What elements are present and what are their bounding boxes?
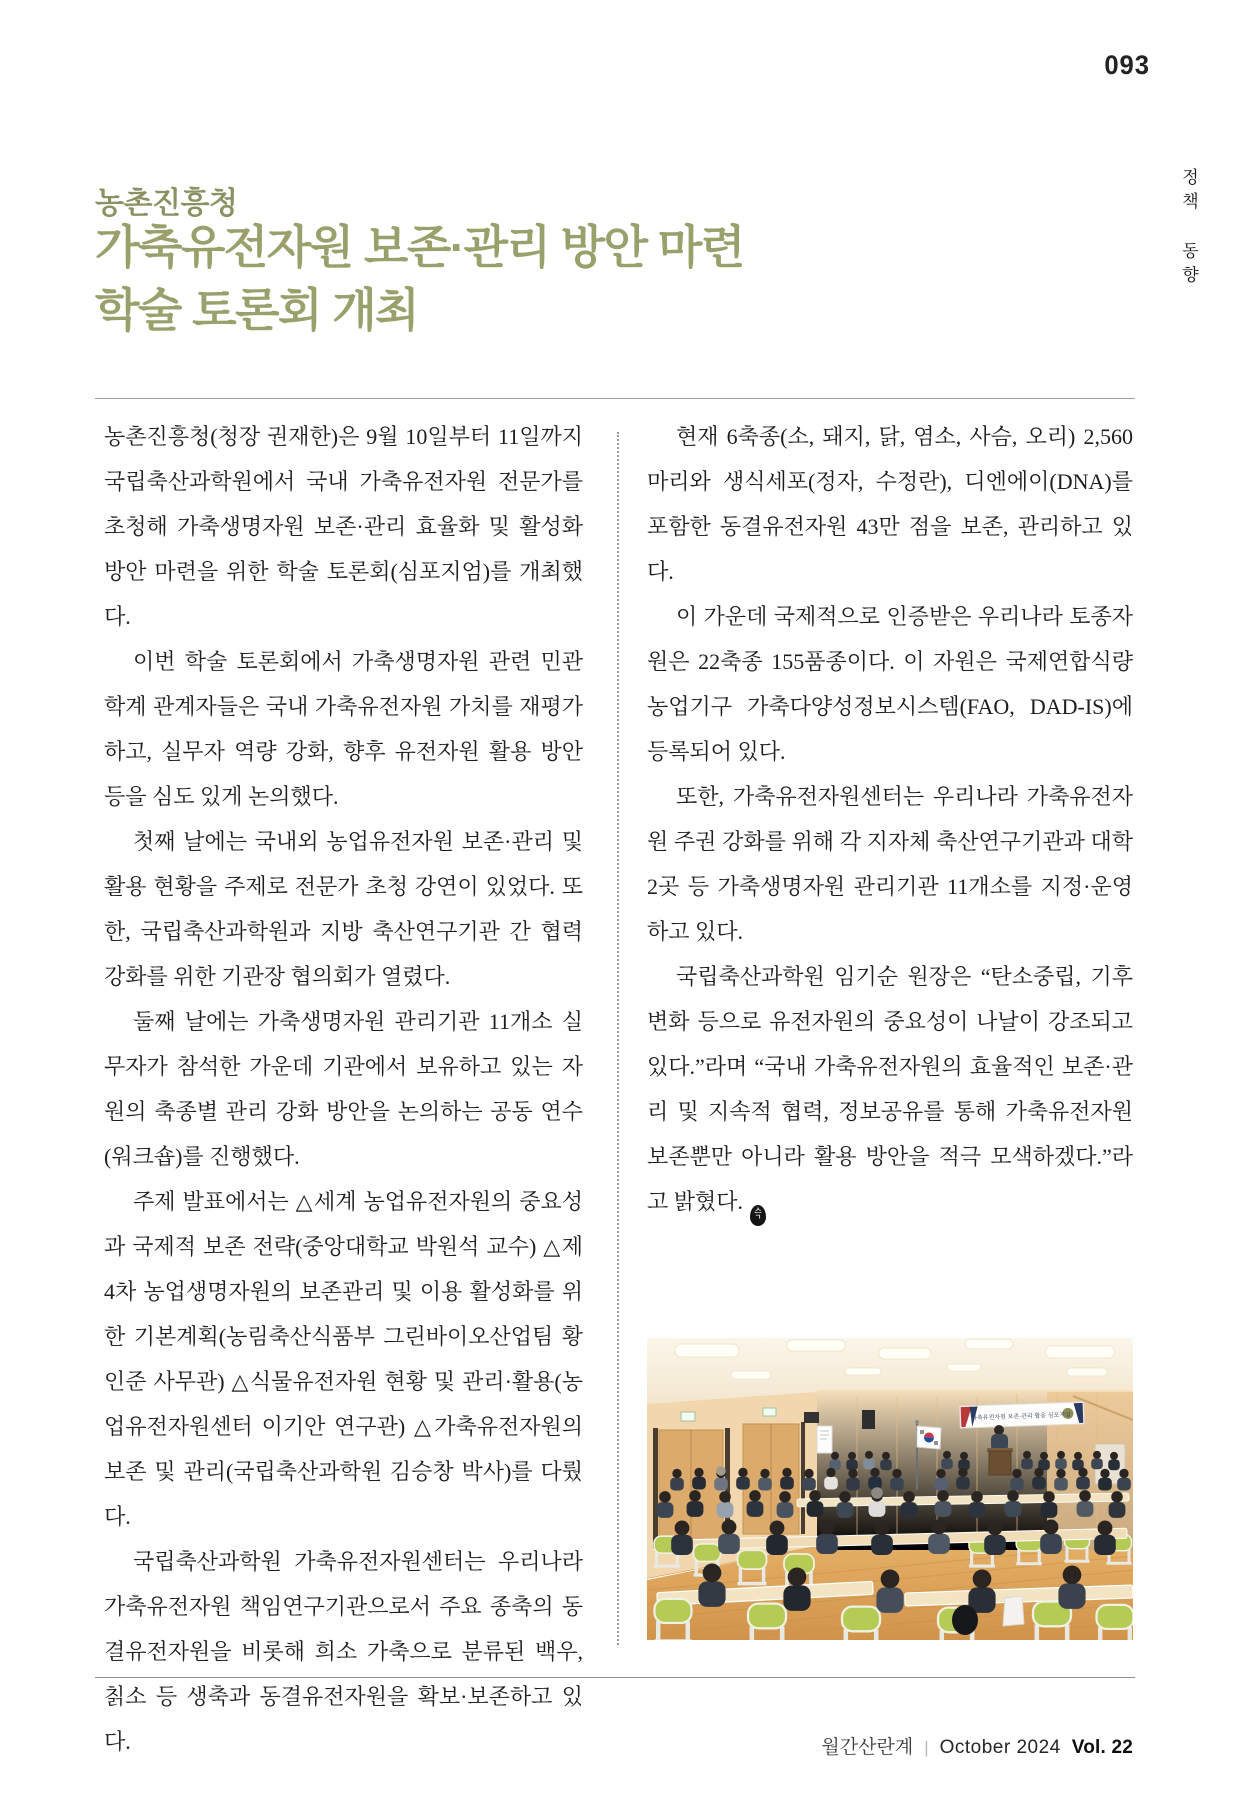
footer-divider-rule: [95, 1677, 1135, 1678]
body-column-left: [104, 414, 583, 1764]
poster-stand: [817, 1426, 832, 1453]
egg-end-mark-glyph-bottom: ㄱ: [754, 1214, 762, 1221]
header-divider-rule: [95, 398, 1135, 399]
article-title-line-1: 가축유전자원 보존·관리 방안 마련: [95, 221, 744, 273]
speaker-box: [862, 1410, 875, 1429]
body-paragraph: 현재 6축종(소, 돼지, 닭, 염소, 사슴, 오리) 2,560마리와 생식세포(정자, 수정란), 디엔에이(DNA)를 포함한 동결유전자원 43만 점을 보존, 관리하고 있다.: [647, 424, 1133, 584]
footer: [95, 1732, 1133, 1759]
egg-end-mark-icon: [750, 1205, 766, 1226]
body-paragraph: 농촌진흥청(청장 권재한)은 9월 10일부터 11일까지 국립축산과학원에서 국내 가축유전자원 전문가를 초청해 가축생명자원 보존·관리 효율화 및 활성화 방안 마련을 위한 학술 토론회(심포지엄)를 개최했다.: [104, 424, 583, 629]
body-paragraph-text: 국립축산과학원 임기순 원장은 “탄소중립, 기후변화 등으로 유전자원의 중요성이 나날이 강조되고 있다.”라며 “국내 가축유전자원의 효율적인 보존·관리 및 지속적 협력, 정보공유를 통해 가축유전자원 보존뿐만 아니라 활용 방안을 적극 모색하겠다.”라고 밝혔다.: [647, 964, 1133, 1214]
article-title: [95, 216, 744, 342]
body-paragraph: 국립축산과학원 가축유전자원센터는 우리나라 가축유전자원 책임연구기관으로서 주요 종축의 동결유전자원을 비롯해 희소 가축으로 분류된 백우, 칡소 등 생축과 동결유전자원을 확보·보존하고 있다.: [104, 1549, 583, 1754]
body-paragraph: 이번 학술 토론회에서 가축생명자원 관련 민관 학계 관계자들은 국내 가축유전자원 가치를 재평가하고, 실무자 역량 강화, 향후 유전자원 활용 방안 등을 심도 있게 논의했다.: [104, 649, 583, 809]
symposium-banner: [960, 1402, 1085, 1428]
egg-end-mark-glyph-top: 스: [754, 1208, 762, 1215]
article-agency-eyebrow: 농촌진흥청: [95, 187, 238, 220]
body-paragraph: 또한, 가축유전자원센터는 우리나라 가축유전자원 주권 강화를 위해 각 지자체 축산연구기관과 대학 2곳 등 가축생명자원 관리기관 11개소를 지정·운영하고 있다.: [647, 784, 1133, 944]
footer-issue: October 2024: [939, 1737, 1061, 1758]
page-number: 093: [1104, 50, 1150, 80]
speaker-box: [804, 1412, 819, 1423]
body-paragraph: [647, 954, 1133, 1226]
conference-photo: [647, 1338, 1133, 1640]
body-paragraph: 주제 발표에서는 △세계 농업유전자원의 중요성과 국제적 보존 전략(중앙대학교 박원석 교수) △제4차 농업생명자원의 보존관리 및 이용 활성화를 위한 기본계획(농림축산식품부 그린바이오산업팀 황인준 사무관) △식물유전자원 현황 및 관리·활용(농업유전자원센터 이기안 연구관) △가축유전자원의 보존 및 관리(국립축산과학원 김승창 박사)를 다뤘다.: [104, 1189, 583, 1529]
body-paragraph: 이 가운데 국제적으로 인증받은 우리나라 토종자원은 22축종 155품종이다. 이 자원은 국제연합식량농업기구 가축다양성정보시스템(FAO, DAD-IS)에 등록되어 있다.: [647, 604, 1133, 764]
footer-separator: |: [924, 1738, 929, 1757]
body-paragraph: 둘째 날에는 가축생명자원 관리기관 11개소 실무자가 참석한 가운데 기관에서 보유하고 있는 자원의 축종별 관리 강화 방안을 논의하는 공동 연수(워크숍)를 진행했다.: [104, 1009, 583, 1169]
backpack: [952, 1605, 978, 1635]
footer-magazine-name: 월간산란계: [821, 1737, 914, 1758]
banner-text: 가축유전자원 보존·관리 활용 심포지엄: [971, 1412, 1071, 1422]
footer-volume: Vol. 22: [1071, 1737, 1133, 1758]
article-title-line-2: 학술 토론회 개최: [95, 284, 419, 336]
paper-bag: [1003, 1596, 1024, 1626]
body-paragraph: 첫째 날에는 국내외 농업유전자원 보존·관리 및 활용 현황을 주제로 전문가 초청 강연이 있었다. 또한, 국립축산과학원과 지방 축산연구기관 간 협력 강화를 위한 기관장 협의회가 열렸다.: [104, 829, 583, 989]
section-side-label: 정책 동향: [1179, 168, 1198, 290]
exit-sign: [763, 1408, 776, 1416]
exit-sign: [681, 1412, 695, 1421]
column-divider-dotted: [617, 432, 619, 1645]
body-column-right: [647, 414, 1133, 1226]
